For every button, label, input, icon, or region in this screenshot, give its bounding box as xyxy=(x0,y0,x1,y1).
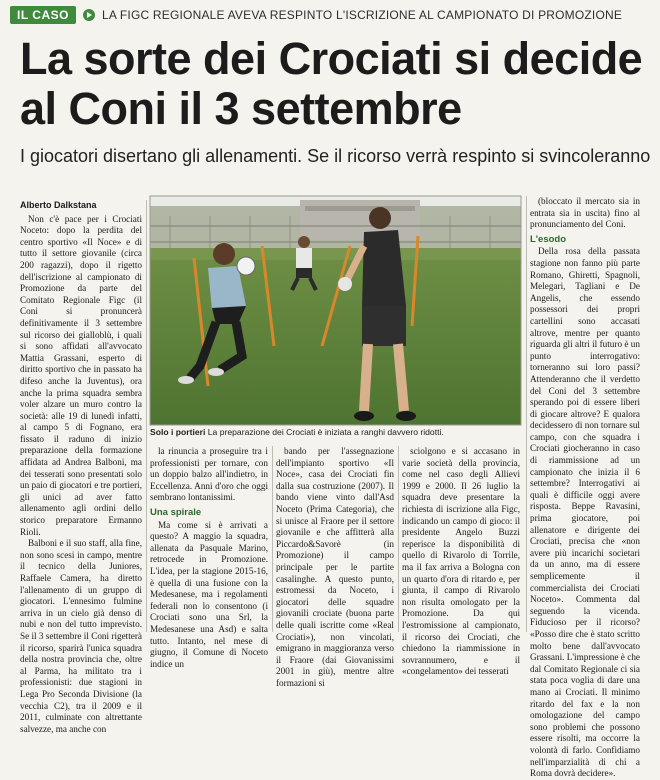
caption-text: La preparazione dei Crociati è iniziata a ranghi davvero ridotti. xyxy=(207,427,444,437)
goalkeepers-training-photo xyxy=(150,196,521,425)
kicker-text: LA FIGC REGIONALE AVEVA RESPINTO L'ISCRIZIONE AL CAMPIONATO DI PROMOZIONE xyxy=(101,8,623,22)
section-heading: Una spirale xyxy=(150,506,202,518)
column-divider xyxy=(398,446,399,632)
byline: Alberto Dalkstana xyxy=(20,200,97,210)
article-column-2 xyxy=(150,446,268,669)
column-divider xyxy=(272,446,273,632)
paragraph: bando per l'assegnazione dell'impianto sportivo «Il Noce», casa dei Crociati fin dalla sua costruzione (2007). Il bando viene vinto dall'Asd Noceto (Prima Categoria), che si unisce al Fraore per il settore giovanile e che affitterà alla Piccardo&Savorè (in Promozione) il campo principale per le partite casalinghe. A questo punto, estromessi da Noceto, i giocatori delle squadre giovanili crociate (buona parte delle quali iscritte come «Real Crociati»), non vincolati, emigrano in maggioranza verso il Fraore (dai Giovanissimi 2001 in giù), mentre altre formazioni si xyxy=(276,446,394,688)
section-tag: IL CASO xyxy=(10,6,76,24)
caption-title: Solo i portieri xyxy=(150,427,206,437)
paragraph: la rinuncia a proseguire tra i professionisti per tornare, con un doppio balzo all'indietro, in Eccellenza. Anni d'oro che oggi sembrano lontanissimi. xyxy=(150,446,268,503)
section-heading: L'esodo xyxy=(530,233,567,245)
article-column-5 xyxy=(530,196,640,779)
play-bullet-icon xyxy=(83,9,95,21)
headline-line-2: al Coni il 3 settembre xyxy=(20,83,462,134)
article-column-3 xyxy=(276,446,394,688)
article-column-1 xyxy=(20,200,142,734)
paragraph: (bloccato il mercato sia in entrata sia in uscita) fino al pronunciamento del Coni. xyxy=(530,196,640,230)
kicker-bar xyxy=(10,6,622,24)
paragraph: sciolgono e si accasano in varie società della provincia, come nel caso degli Allievi 1999 e 2000. Il 26 luglio la squadra deve presentare la richiesta di iscrizione alla Figc, indicando un campo di gioco: il presidente Angelo Buzzi reperisce la disponibilità di quello di Rivarolo di Torrile, ma il fax arriva a Bologna con un quarto d'ora di ritardo e, per giunta, il campo di Rivarolo non risulta omologato per la Promozione. Da qui l'estromissione al campionato, il ricorso dei Crociati, che chiedono la riammissione in sovrannumero, e il «congelamento» dei tesserati xyxy=(402,446,520,677)
paragraph: Balboni e il suo staff, alla fine, non sono scesi in campo, mentre il tecnico della Juniores, Raffaele Camera, ha diretto l'allenamento di un gruppo di giocatori. L'ennesimo fulmine arriva in un cielo già denso di nubi e non del tutto imprevisto. Se il 3 settembre il Coni rigetterà il ricorso, sparirà l'unica squadra della nostra provincia che, oltre al Parma, ha militato tra i professionisti: due stagioni in Lega Pro Seconda Divisione (la vecchia C2), tra il 2009 e il 2011, culminate con altrettante salvezze, ma anche con xyxy=(20,538,142,734)
article-photo xyxy=(150,196,521,425)
column-divider xyxy=(526,196,527,632)
photo-caption xyxy=(150,427,521,437)
headline xyxy=(20,34,660,134)
column-divider xyxy=(146,200,147,632)
headline-line-1: La sorte dei Crociati si decide xyxy=(20,33,643,84)
paragraph: Della rosa della passata stagione non fanno più parte Romano, Ghiretti, Spagnoli, Melegari, Tagliani e De Angelis, che essendo possessori dei propri cartellini sono accasati altrove, mentre per quanto riguarda gli altri il futuro è un punto interrogativo: torneranno sui loro passi? Attenderanno che il verdetto del Coni del 3 settembre sperando poi di essere liberi di giocare altrove? E qualora decidessero di non tornare sul campo, con che squadra i Crociati giocheranno in caso di riammissione ad un campionato che inizia il 6 settembre? Interrogativi ai quali è difficile oggi avere risposta. Beppe Ravasini, prima giocatore, poi allenatore e dirigente dei Crociati, precisa che «non avere più incarichi societari da un anno, ma di essere semplicemente il commercialista dei Crociati Noceto». Commenta dal seguendo la vicenda. Fiducioso per il ricorso? «Posso dire che è stato scritto molto bene dall'avvocato Grassani. L'impressione è che dal Comitato Regionale ci sia stata poca voglia di dare una mano ai Crociati. Il minimo ritardo del fax e la non omologazione del campo sono problemi che possono essere risolti, ma occorre la volontà di farlo. Confidiamo nell'imparzialità di chi a Roma dovrà decidere». xyxy=(530,246,640,779)
paragraph: Ma come si è arrivati a questo? A maggio la squadra, allenata da Pasquale Marino, retrocede in Promozione. L'idea, per la stagione 2015-16, è quella di una fusione con la Medesanese, ma i regolamenti federali non lo consentono (i Crociati sono una Srl, la Medesanese una Asd) e salta tutto. Intanto, nel mese di giugno, il Comune di Noceto indice un xyxy=(150,519,268,669)
article-column-4 xyxy=(402,446,520,677)
paragraph: Non c'è pace per i Crociati Noceto: dopo la perdita del centro sportivo «Il Noce» e di tutto il settore giovanile (circa 200 ragazzi), dopo il rigetto dell'iscrizione al campionato di Promozione da parte del Comitato Regionale Figc (il Coni si pronuncerà definitivamente il 3 settembre sul ricorso dei gialloblù, i quali si sono affidati all'avvocato Mattia Grassani, esperto di diritto sportivo che in passato ha difeso anche la Juventus), ora anche la prima squadra sembra voler alzare un muro contro la società: alle 19 di lunedì infatti, al campo 5 di Fognano, era fissato il raduno di inizio preparazione della formazione affidata ad Andrea Balboni, ma dei tesserati sono presentati solo un paio di giocatori e tre portieri, gli unici ad aver fatto allenamento agli ordini dello storico preparatore Ermanno Rioli. xyxy=(20,213,142,537)
subheadline: I giocatori disertano gli allenamenti. Se il ricorso verrà respinto si svincoleranno xyxy=(20,146,651,166)
